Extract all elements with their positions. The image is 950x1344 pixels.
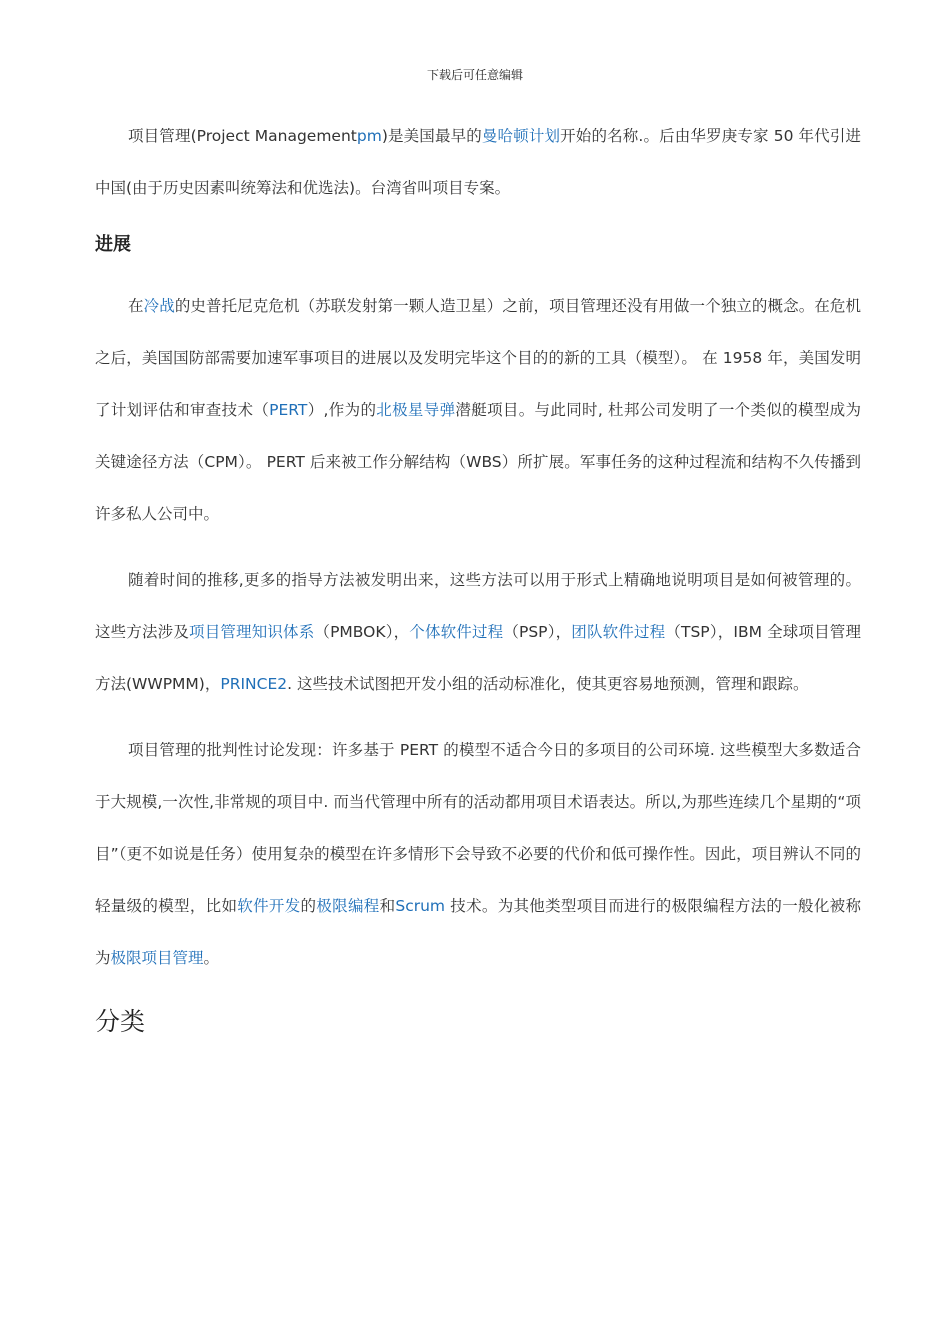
p3-text-5: 。 (203, 949, 220, 967)
link-pert[interactable]: PERT (269, 401, 308, 419)
link-pm[interactable]: pm (356, 127, 382, 145)
link-prince2[interactable]: PRINCE2 (220, 675, 288, 693)
p1-text-3: ）,作为的 (307, 401, 377, 419)
link-cold-war[interactable]: 冷战 (143, 297, 175, 315)
p2-text-1: 随着时间的推移,更多的指导方法被发明出来，这些方法可以用于形式上精确地说明项目是如何被管理的。这些方法涉及 (95, 571, 861, 641)
link-polaris-missile[interactable]: 北极星导弹 (376, 401, 456, 419)
link-tsp[interactable]: 团队软件过程 (571, 623, 666, 641)
article-body (95, 110, 861, 1042)
p2-text-3: （PSP）， (503, 623, 572, 641)
link-pmbok[interactable]: 项目管理知识体系 (189, 623, 315, 641)
p3-text-2: 的 (300, 897, 317, 915)
link-software-development[interactable]: 软件开发 (237, 897, 301, 915)
heading-progress: 进展 (95, 234, 131, 255)
p3-text-4: 技术。为其他类型项目而进行的极限编程方法的一般化被称为 (95, 897, 861, 967)
link-extreme-programming[interactable]: 极限编程 (316, 897, 380, 915)
link-manhattan-project[interactable]: 曼哈顿计划 (481, 127, 561, 145)
progress-paragraph-1 (95, 280, 861, 540)
link-extreme-project-management[interactable]: 极限项目管理 (110, 949, 204, 967)
progress-paragraph-3 (95, 724, 861, 984)
progress-paragraph-2 (95, 554, 861, 710)
link-psp[interactable]: 个体软件过程 (409, 623, 504, 641)
link-scrum[interactable]: Scrum (395, 897, 446, 915)
heading-classification: 分类 (95, 1007, 146, 1036)
p3-text-3: 和 (379, 897, 396, 915)
p2-text-4: （TSP），IBM 全球项目管理方法(WWPMM)， (95, 623, 861, 693)
p3-text-1: 项目管理的批判性讨论发现：许多基于 PERT 的模型不适合今日的多项目的公司环境. 这些模型大多数适合于大规模,一次性,非常规的项目中. 而当代管理中所有的活动都用项目术语表达。所以,为那些连续几个星期的“项目”（更不如说是任务）使用复杂的模型在许多情形下会导致不必要的代价和低可操作性。因此，项目辨认不同的轻量级的模型，比如 (95, 741, 861, 915)
p1-text-2: 的史普托尼克危机（苏联发射第一颗人造卫星）之前，项目管理还没有用做一个独立的概念。在危机之后，美国国防部需要加速军事项目的进展以及发明完毕这个目的的新的工具（模型）。 在 1958 年，美国发明了计划评估和审查技术（ (95, 297, 861, 419)
p2-text-5: . 这些技术试图把开发小组的活动标准化，使其更容易地预测，管理和跟踪。 (287, 675, 809, 693)
p1-text-4: 潜艇项目。与此同时, 杜邦公司发明了一个类似的模型成为关键途径方法（CPM）。 PERT 后来被工作分解结构（WBS）所扩展。军事任务的这种过程流和结构不久传播到许多私人公司中。 (95, 401, 861, 523)
intro-text-3: 开始的名称.。后由华罗庚专家 50 年代引进中国(由于历史因素叫统筹法和优选法)。台湾省叫项目专案。 (95, 127, 861, 197)
intro-paragraph (95, 110, 861, 214)
page-header: 下载后可任意编辑 (426, 68, 523, 82)
p2-text-2: （PMBOK）， (314, 623, 410, 641)
intro-text-1: 项目管理(Project Management (128, 127, 357, 145)
intro-text-2: )是美国最早的 (381, 127, 482, 145)
p1-text-1: 在 (128, 297, 144, 315)
